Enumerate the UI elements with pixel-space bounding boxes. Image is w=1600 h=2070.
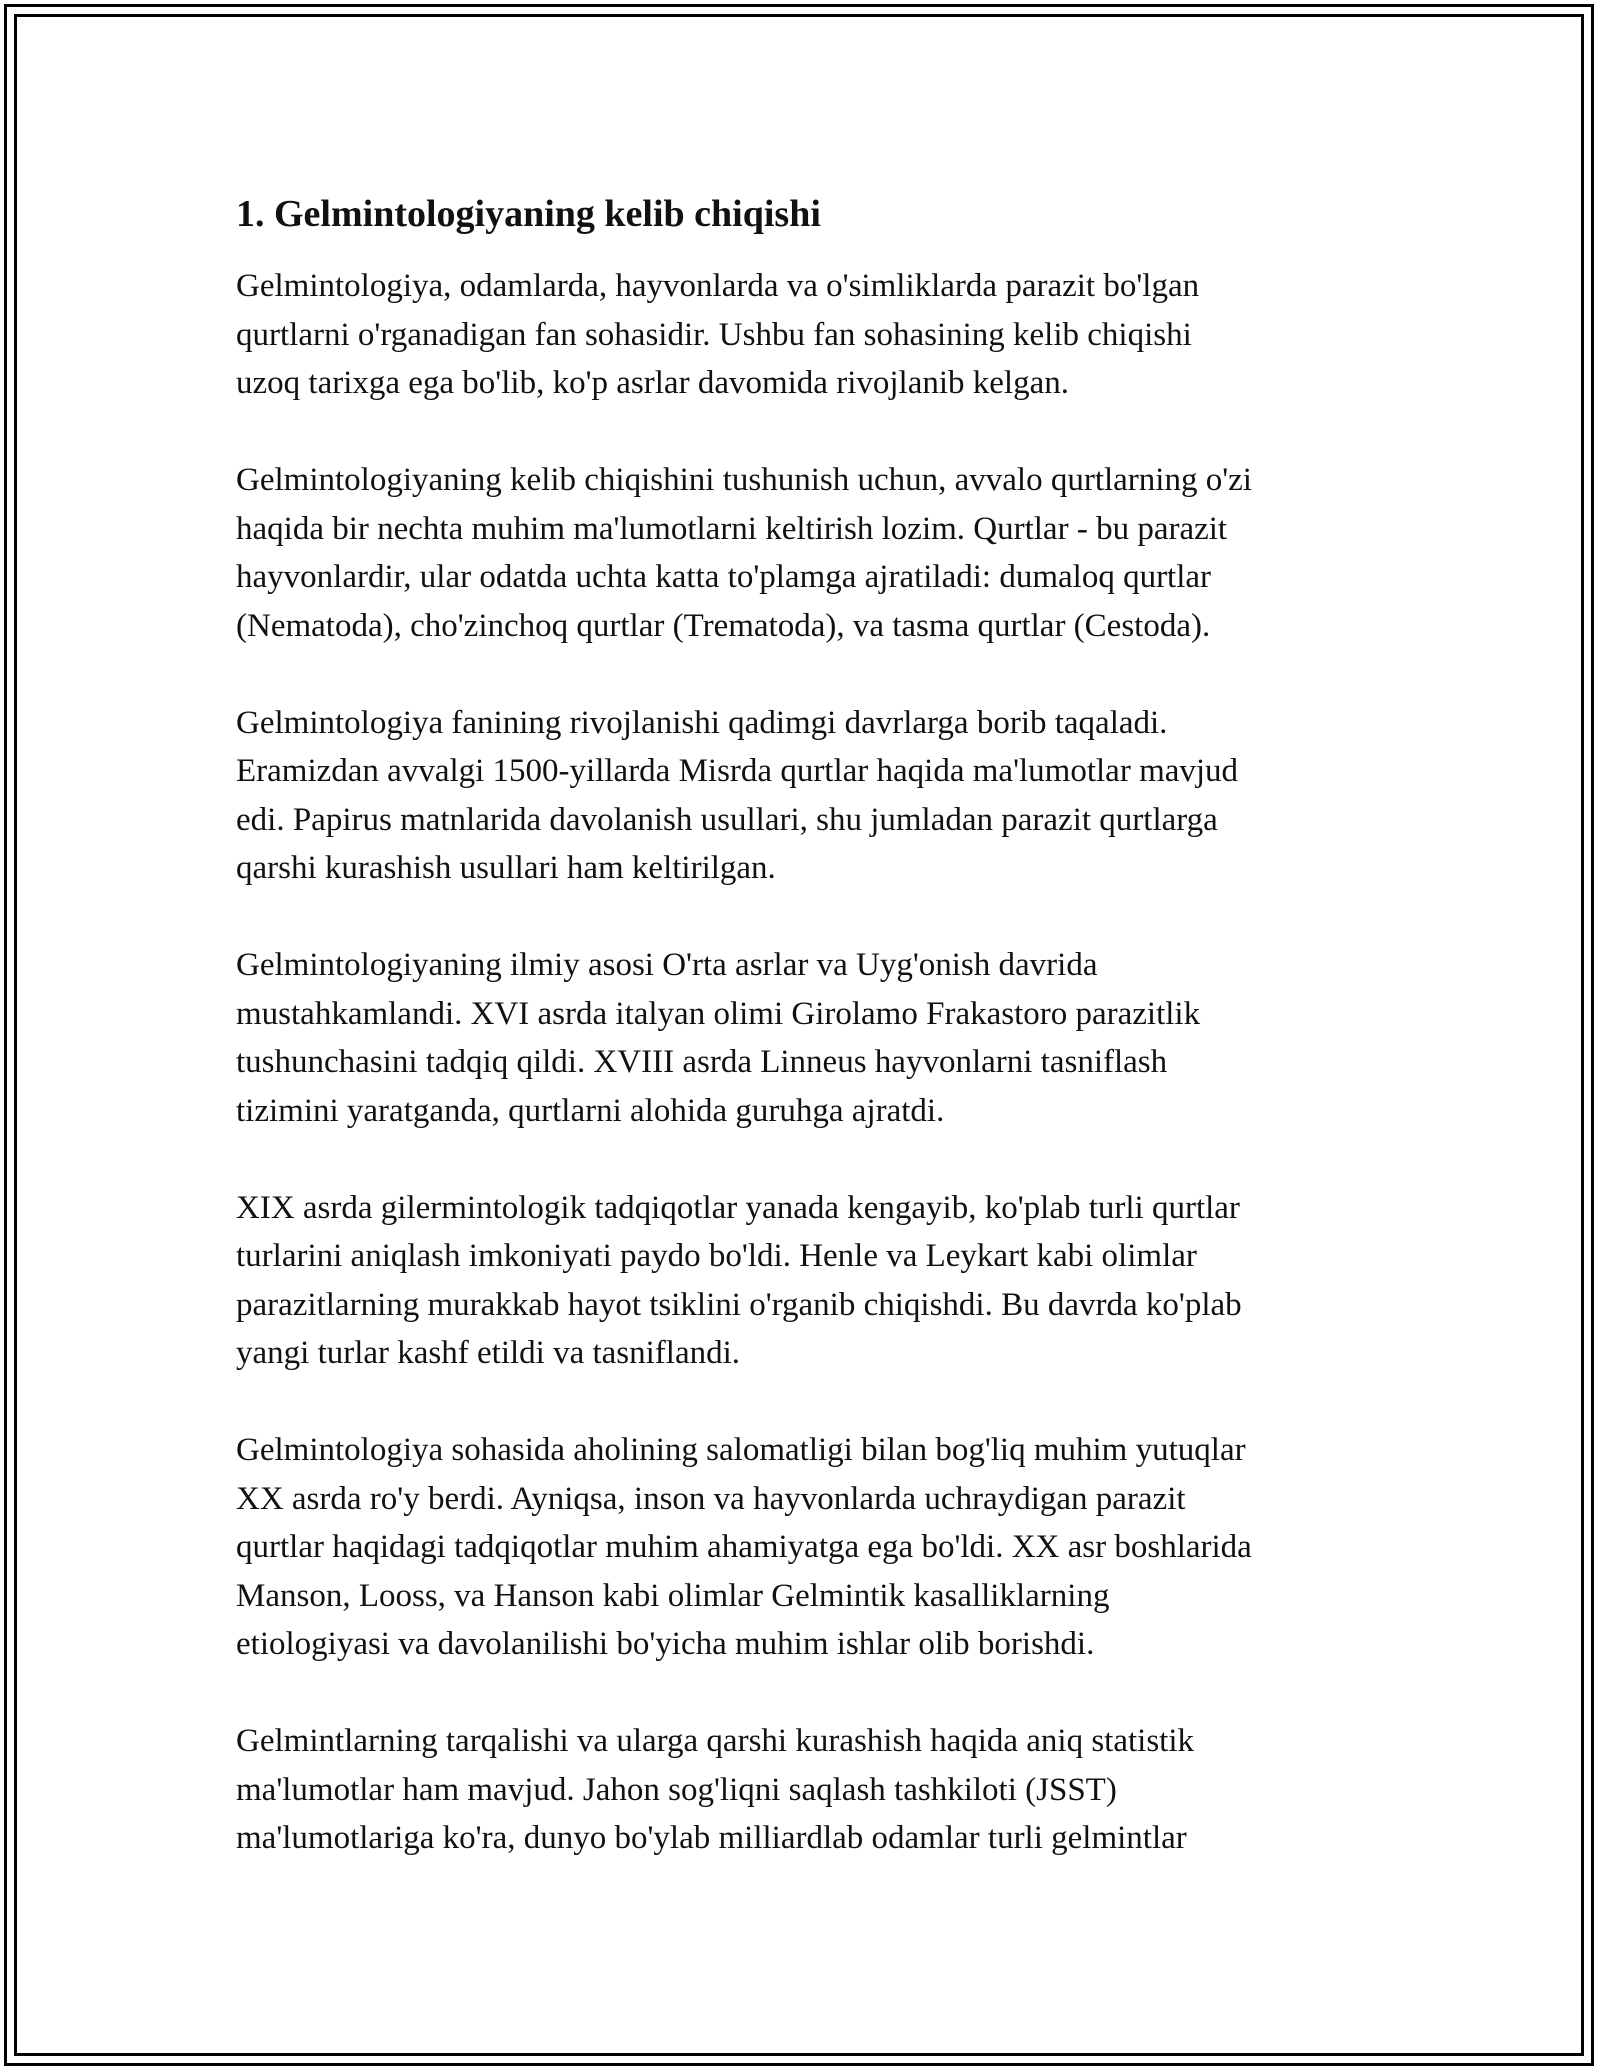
paragraph-2: Gelmintologiyaning kelib chiqishini tushunish uchun, avvalo qurtlarning o'zi haqida bir nechta muhim ma'lumotlarni keltirish lozim. Qurtlar - bu parazit hayvonlardir, ular odatda uchta katta to'plamga ajratiladi: dumaloq qurtlar (Nematoda), cho'zinchoq qurtlar (Trematoda), va tasma qurtlar (Cestoda). bbox=[236, 462, 1252, 644]
paragraph-5: XIX asrda gilermintologik tadqiqotlar yanada kengayib, ko'plab turli qurtlar turlarini aniqlash imkoniyati paydo bo'ldi. Henle va Leykart kabi olimlar parazitlarning murakkab hayot tsiklini o'rganib chiqishdi. Bu davrda ko'plab yangi turlar kashf etildi va tasniflandi. bbox=[236, 1189, 1242, 1371]
document-body bbox=[236, 186, 1376, 1911]
paragraph-4: Gelmintologiyaning ilmiy asosi O'rta asrlar va Uyg'onish davrida mustahkamlandi. XVI asrda italyan olimi Girolamo Frakastoro parazitlik tushunchasini tadqiq qildi. XVIII asrda Linneus hayvonlarni tasniflash tizimini yaratganda, qurtlarni alohida guruhga ajratdi. bbox=[236, 947, 1201, 1129]
paragraph-3: Gelmintologiya fanining rivojlanishi qadimgi davrlarga borib taqaladi. Eramizdan avvalgi 1500-yillarda Misrda qurtlar haqida ma'lumotlar mavjud edi. Papirus matnlarida davolanish usullari, shu jumladan parazit qurtlarga qarshi kurashish usullari ham keltirilgan. bbox=[236, 704, 1239, 886]
section-heading: 1. Gelmintologiyaning kelib chiqishi bbox=[236, 193, 821, 235]
paragraph-6: Gelmintologiya sohasida aholining salomatligi bilan bog'liq muhim yutuqlar XX asrda ro'y berdi. Ayniqsa, inson va hayvonlarda uchraydigan parazit qurtlar haqidagi tadqiqotlar muhim ahamiyatga ega bo'ldi. XX asr boshlarida Manson, Looss, va Hanson kabi olimlar Gelmintik kasalliklarning etiologiyasi va davolanilishi bo'yicha muhim ishlar olib borishdi. bbox=[236, 1432, 1252, 1662]
paragraph-1: Gelmintologiya, odamlarda, hayvonlarda va o'simliklarda parazit bo'lgan qurtlarni o'rganadigan fan sohasidir. Ushbu fan sohasining kelib chiqishi uzoq tarixga ega bo'lib, ko'p asrlar davomida rivojlanib kelgan. bbox=[236, 268, 1200, 401]
paragraph-7: Gelmintlarning tarqalishi va ularga qarshi kurashish haqida aniq statistik ma'lumotlar ham mavjud. Jahon sog'liqni saqlash tashkiloti (JSST) ma'lumotlariga ko'ra, dunyo bo'ylab milliardlab odamlar turli gelmintlar bbox=[236, 1723, 1195, 1856]
